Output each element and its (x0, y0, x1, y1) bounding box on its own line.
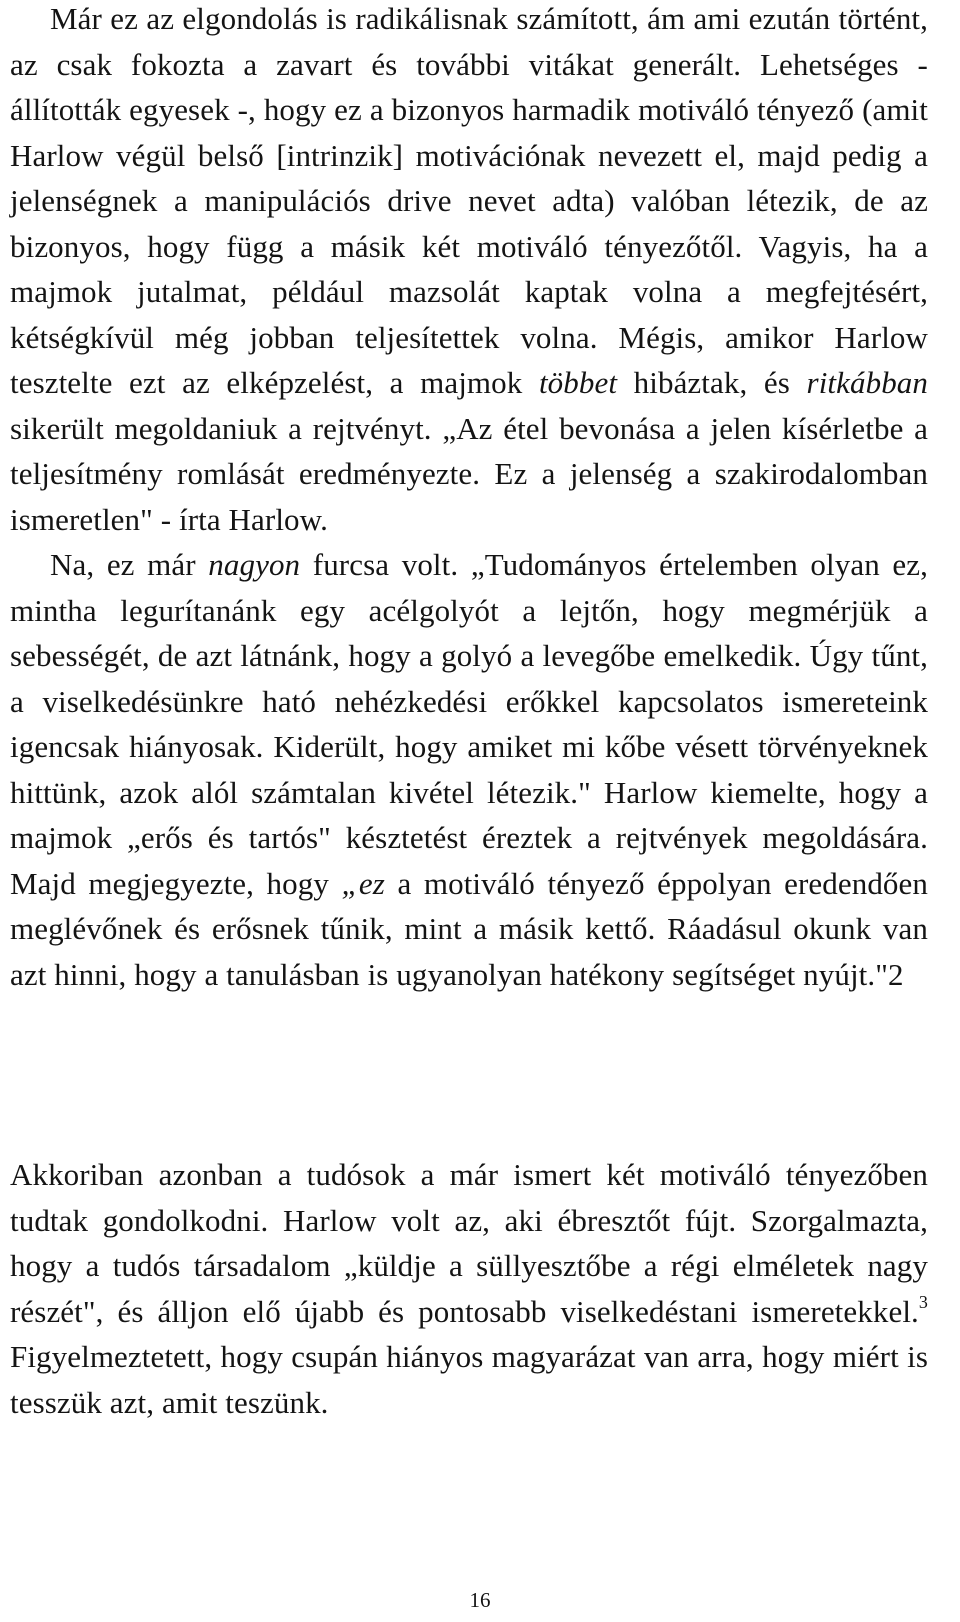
paragraph-2-text-b: furcsa volt. „Tudományos értelemben olyan ez, mintha legurítanánk egy acélgolyót a lejtőn, hogy megmérjük a sebességét, de azt látnánk, hogy a golyó a levegőbe emelkedik. Úgy tűnt, a viselkedésünkre ható nehézkedési erőkkel kapcsolatos ismereteink igencsak hiányosak. Kiderült, hogy amiket mi kőbe vésett törvényeknek hittünk, azok alól számtalan kivétel létezik." Harlow kiemelte, hogy a majmok „erős és tartós" késztetést éreztek a rejtvények megoldására. Majd megjegyezte, hogy (10, 547, 928, 901)
paragraph-2-text-a: Na, ez már (50, 547, 209, 582)
paragraph-3 (10, 1152, 928, 1425)
paragraph-2 (10, 542, 928, 997)
footnote-marker: 3 (918, 1291, 928, 1312)
emphasis-nagyon: nagyon (208, 547, 301, 582)
paragraph-1-text-a: Már ez az elgondolás is radikálisnak számított, ám ami ezután történt, az csak fokozta a zavart és további vitákat generált. Lehetséges - állították egyesek -, hogy ez a bizonyos harmadik motiváló tényező (amit Harlow végül belső [intrinzik] motivációnak nevezett el, majd pedig a jelenségnek a manipulációs drive nevet adta) valóban létezik, de az bizonyos, hogy függ a másik két motiváló tényezőtől. Vagyis, ha a majmok jutalmat, például mazsolát kaptak volna a megfejtésért, kétségkívül még jobban teljesítettek volna. Mégis, amikor Harlow tesztelte ezt az elképzelést, a majmok (10, 1, 928, 400)
paragraph-2-text-c: a motiváló tényező éppolyan eredendően meglévőnek és erősnek tűnik, mint a másik kettő. Ráadásul okunk van azt hinni, hogy a tanulásban is ugyanolyan hatékony segítséget nyújt."2 (10, 865, 928, 992)
paragraph-1-text-c: sikerült megoldaniuk a rejtvényt. „Az étel bevonása a jelen kísérletbe a teljesítmény romlását eredményezte. Ez a jelenség a szakirodalomban ismeretlen" - írta Harlow. (10, 410, 928, 537)
paragraph-1 (10, 0, 928, 542)
emphasis-tobbet: többet (538, 365, 618, 400)
paragraph-3-text-b: Figyelmeztetett, hogy csupán hiányos magyarázat van arra, hogy miért is tesszük azt, amit teszünk. (10, 1339, 928, 1420)
section-text-block (10, 1152, 928, 1425)
paragraph-1-text-b: hibáztak, és (617, 365, 807, 400)
emphasis-ez: „ez (341, 865, 385, 901)
emphasis-ritkabban: ritkábban (806, 365, 928, 400)
page-number: 16 (469, 1588, 491, 1612)
paragraph-3-text-a: Akkoriban azonban a tudósok a már ismert két motiváló tényezőben tudtak gondolkodni. Harlow volt az, aki ébresztőt fújt. Szorgalmazta, hogy a tudós társadalom „küldje a süllyesztőbe a régi elméletek nagy részét", és álljon elő újabb és pontosabb viselkedéstani ismeretekkel. (10, 1157, 928, 1329)
main-text-block (10, 0, 928, 997)
